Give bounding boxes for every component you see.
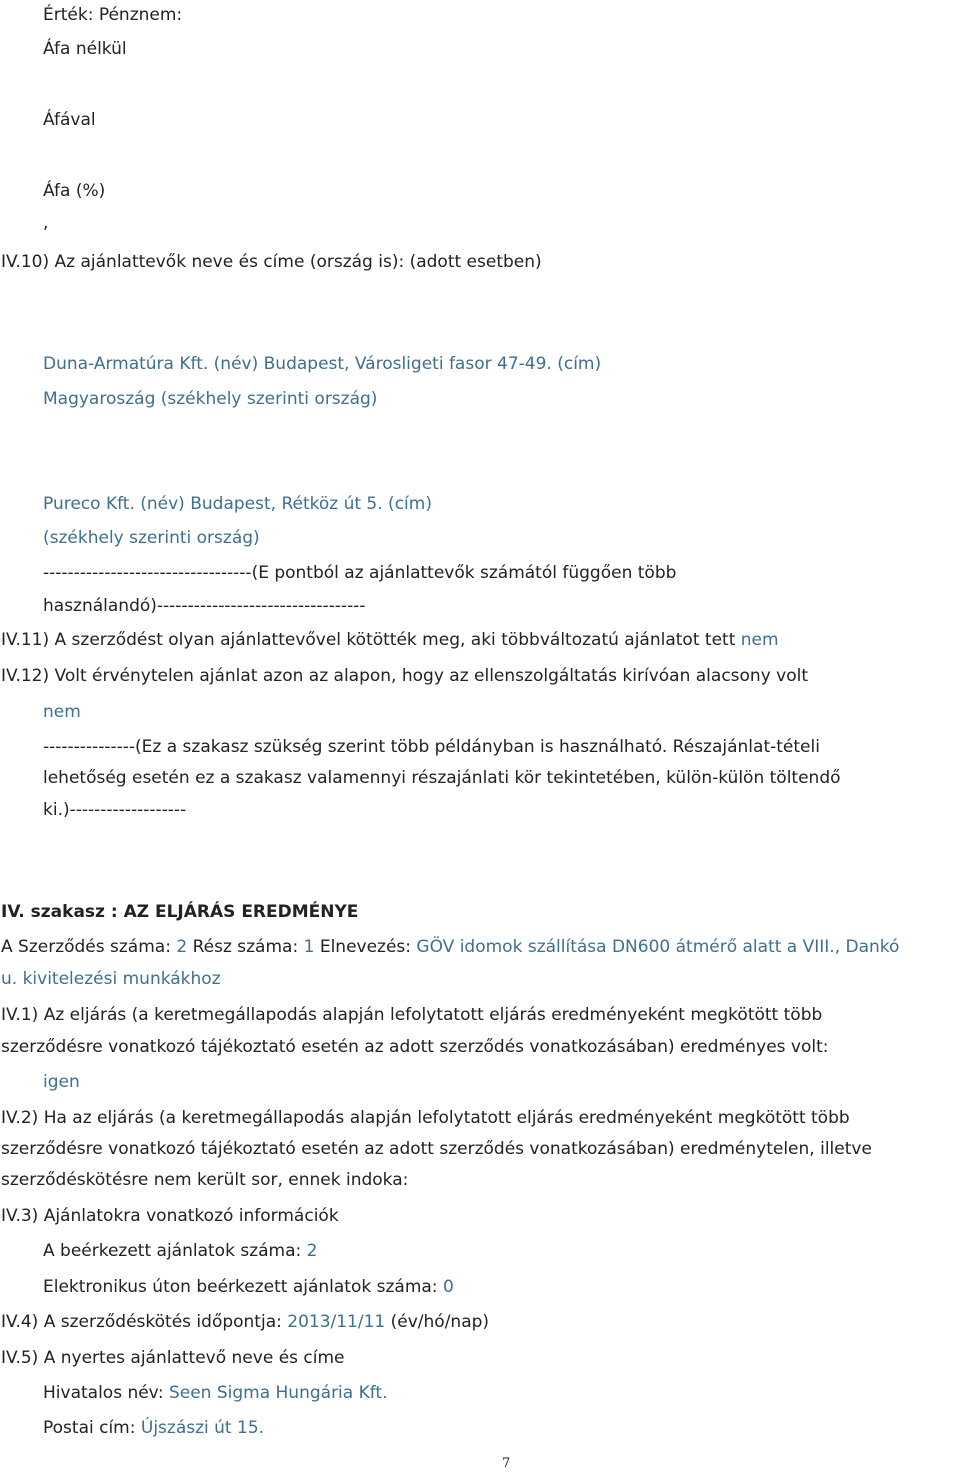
name-label: Elnevezés: <box>319 937 412 957</box>
iv4-format: (év/hó/nap) <box>390 1312 490 1332</box>
bidder1-line1: Duna-Armatúra Kft. (név) Budapest, Városligeti fasor 47-49. (cím) <box>43 354 602 374</box>
iv11-text: IV.11) A szerződést olyan ajánlattevővel kötötték meg, aki többváltozatú ajánlatot tett <box>1 630 736 650</box>
iv12-text: IV.12) Volt érvénytelen ajánlat azon az alapon, hogy az ellenszolgáltatás kirívóan alacsony volt <box>1 666 809 686</box>
iv10-heading: IV.10) Az ajánlattevők neve és címe (ország is): (adott esetben) <box>1 252 542 272</box>
bidder2-line2: (székhely szerinti ország) <box>43 528 260 548</box>
contract-line <box>1 936 899 958</box>
contract-name-line1: GÖV idomok szállítása DN600 átmérő alatt a VIII., Dankó <box>416 937 900 957</box>
iv5-name-line <box>43 1382 388 1404</box>
iv4-line <box>1 1311 489 1333</box>
iv2-line3: szerződéskötésre nem került sor, ennek indoka: <box>1 1170 409 1190</box>
iv10-note-line2: használandó)---------------------------------- <box>43 596 366 616</box>
iv5-name-label: Hivatalos név: <box>43 1383 164 1403</box>
iv12-note-line1: ---------------(Ez a szakasz szükség szerint több példányban is használható. Részajánlat-tételi <box>43 737 820 757</box>
iv12-note-line3: ki.)------------------- <box>43 800 187 820</box>
iv3-heading: IV.3) Ajánlatokra vonatkozó információk <box>1 1206 339 1226</box>
iv3-received-line <box>43 1240 317 1262</box>
iv1-line2: szerződésre vonatkozó tájékoztató esetén az adott szerződés vonatkozásában) eredményes volt: <box>1 1037 829 1057</box>
contract-label: A Szerződés száma: <box>1 937 171 957</box>
iv5-address-label: Postai cím: <box>43 1418 136 1438</box>
iv12-note-line2: lehetőség esetén ez a szakasz valamennyi részajánlati kör tekintetében, külön-külön töltendő <box>43 768 841 788</box>
iv5-name-value: Seen Sigma Hungária Kft. <box>168 1383 388 1403</box>
bidder1-line2: Magyaroszág (székhely szerinti ország) <box>43 389 378 409</box>
iv3-electronic-line <box>43 1276 454 1298</box>
iv2-line1: IV.2) Ha az eljárás (a keretmegállapodás alapján lefolytatott eljárás eredményeként megkötött több <box>1 1108 850 1128</box>
iv5-address-line <box>43 1417 264 1439</box>
iv3-received-value: 2 <box>306 1241 318 1261</box>
iv11-value: nem <box>740 630 779 650</box>
iv12-value: nem <box>43 702 81 722</box>
section-title: IV. szakasz : AZ ELJÁRÁS EREDMÉNYE <box>1 902 359 922</box>
iv5-address-value: Újszászi út 15. <box>140 1418 265 1438</box>
iv1-value: igen <box>43 1072 80 1092</box>
iv5-heading: IV.5) A nyertes ajánlattevő neve és címe <box>1 1348 345 1368</box>
bidder2-line1: Pureco Kft. (név) Budapest, Rétköz út 5. (cím) <box>43 494 432 514</box>
contract-name-line2: u. kivitelezési munkákhoz <box>1 969 221 989</box>
gross-amount-label: Áfával <box>43 110 96 130</box>
iv3-electronic-value: 0 <box>442 1277 454 1297</box>
iv4-label: IV.4) A szerződéskötés időpontja: <box>1 1312 282 1332</box>
iv3-received-label: A beérkezett ajánlatok száma: <box>43 1241 302 1261</box>
part-number: 1 <box>303 937 315 957</box>
iv2-line2: szerződésre vonatkozó tájékoztató esetén az adott szerződés vonatkozásában) eredménytelen, illetve <box>1 1139 872 1159</box>
part-label: Rész száma: <box>192 937 299 957</box>
iv4-date: 2013/11/11 <box>287 1312 386 1332</box>
iv11-line <box>1 629 779 651</box>
iv10-note-line1: ----------------------------------(E pontból az ajánlattevők számától függően több <box>43 563 677 583</box>
iv3-electronic-label: Elektronikus úton beérkezett ajánlatok száma: <box>43 1277 438 1297</box>
value-currency-label: Érték: Pénznem: <box>43 5 183 25</box>
page-number: 7 <box>502 1456 511 1471</box>
net-amount-label: Áfa nélkül <box>43 39 127 59</box>
comma-mark: , <box>43 213 49 233</box>
vat-percent-label: Áfa (%) <box>43 181 106 201</box>
iv1-line1: IV.1) Az eljárás (a keretmegállapodás alapján lefolytatott eljárás eredményeként megkötött több <box>1 1005 823 1025</box>
contract-number: 2 <box>176 937 188 957</box>
